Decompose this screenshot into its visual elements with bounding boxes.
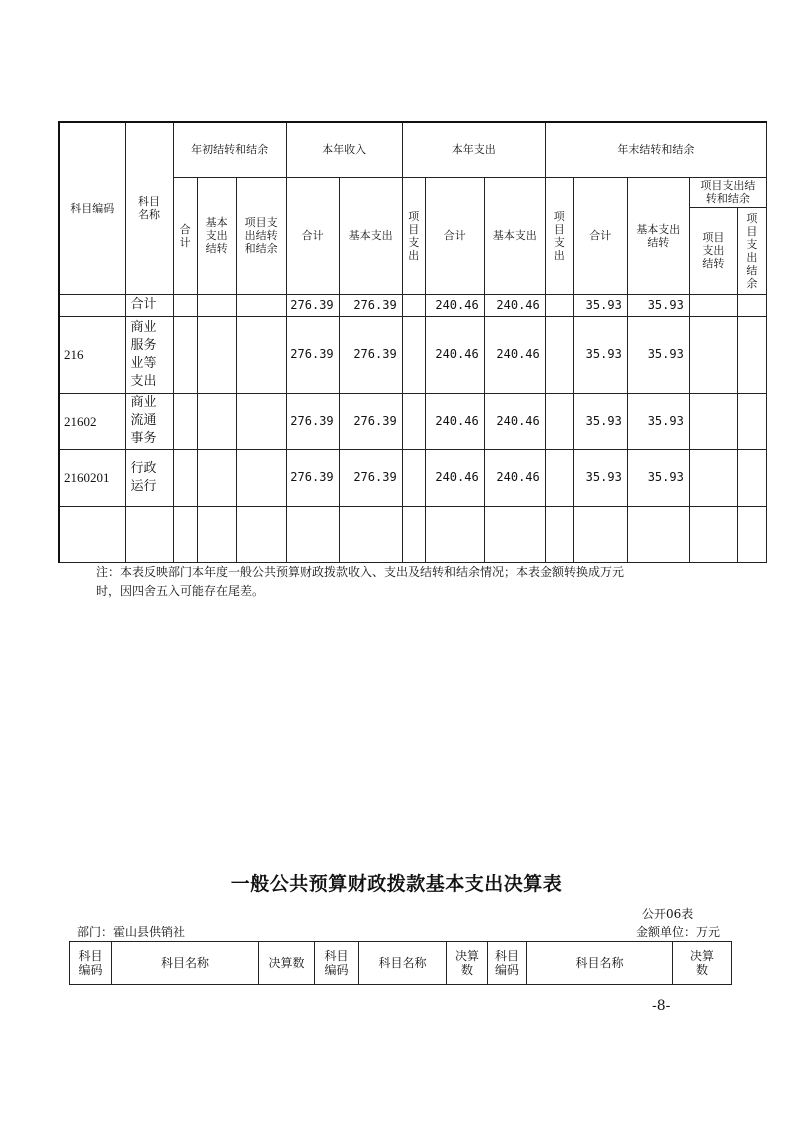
income-basic: 276.39 — [339, 316, 402, 393]
carryover-table — [58, 121, 767, 563]
end-basic: 35.93 — [627, 393, 689, 449]
header-code: 科目编码 — [59, 122, 125, 294]
header-end-total: 合计 — [573, 177, 627, 294]
expense-basic: 240.46 — [484, 316, 545, 393]
basic-expense-table — [69, 941, 732, 985]
header-begin-total: 合 计 — [173, 177, 197, 294]
expense-total: 240.46 — [425, 294, 484, 316]
income-basic: 276.39 — [339, 449, 402, 506]
row-name: 合计 — [125, 294, 173, 316]
header-end-basic: 基本支出 结转 — [627, 177, 689, 294]
note-line-1: 注：本表反映部门本年度一般公共预算财政拨款收入、支出及结转和结余情况；本表金额转换成万元 — [96, 565, 625, 579]
header-income-basic: 基本支出 — [339, 177, 402, 294]
row-code — [59, 294, 125, 316]
end-total: 35.93 — [573, 294, 627, 316]
header-expense-total: 合计 — [425, 177, 484, 294]
table-header-row — [70, 942, 732, 985]
income-total: 276.39 — [286, 294, 339, 316]
header-begin-basic: 基本 支出 结转 — [197, 177, 236, 294]
header-code: 科目 编码 — [70, 942, 112, 985]
header-name: 科目 名称 — [125, 122, 173, 294]
department-label: 部门：霍山县供销社 — [77, 925, 186, 939]
header-amount: 决算数 — [259, 942, 315, 985]
header-expense-basic: 基本支出 — [484, 177, 545, 294]
income-total: 276.39 — [286, 393, 339, 449]
table-row — [59, 316, 767, 393]
row-code: 2160201 — [59, 449, 125, 506]
end-total: 35.93 — [573, 449, 627, 506]
table-number: 公开06表 — [642, 907, 694, 921]
income-total: 276.39 — [286, 316, 339, 393]
end-total: 35.93 — [573, 316, 627, 393]
unit-label: 金额单位：万元 — [636, 925, 721, 939]
table-row — [59, 294, 767, 316]
row-name: 商业 流通 事务 — [125, 393, 173, 449]
end-basic: 35.93 — [627, 449, 689, 506]
header-amount: 决算 数 — [673, 942, 732, 985]
section-title: 一般公共预算财政拨款基本支出决算表 — [230, 873, 563, 895]
header-expense-group: 本年支出 — [402, 122, 545, 177]
header-begin-project: 项目支 出结转 和结余 — [236, 177, 286, 294]
header-name: 科目名称 — [112, 942, 259, 985]
empty-row — [59, 506, 767, 562]
expense-total: 240.46 — [425, 449, 484, 506]
income-total: 276.39 — [286, 449, 339, 506]
expense-basic: 240.46 — [484, 294, 545, 316]
header-name: 科目名称 — [527, 942, 673, 985]
expense-basic: 240.46 — [484, 393, 545, 449]
header-expense-project: 项 目 支 出 — [402, 177, 425, 294]
end-total: 35.93 — [573, 393, 627, 449]
row-code: 21602 — [59, 393, 125, 449]
header-end-proj-carry: 项目 支出 结转 — [689, 207, 737, 294]
header-name: 科目名称 — [359, 942, 447, 985]
row-code: 216 — [59, 316, 125, 393]
header-income-total: 合计 — [286, 177, 339, 294]
header-begin-group: 年初结转和结余 — [173, 122, 286, 177]
expense-total: 240.46 — [425, 316, 484, 393]
row-name: 商业 服务 业等 支出 — [125, 316, 173, 393]
income-basic: 276.39 — [339, 294, 402, 316]
header-amount: 决算 数 — [447, 942, 488, 985]
header-code: 科目 编码 — [488, 942, 527, 985]
page-number: -8- — [652, 998, 671, 1014]
note-line-2: 时，因四舍五入可能存在尾差。 — [96, 584, 265, 598]
header-end-project-group: 项目支出结 转和结余 — [689, 177, 766, 207]
table-note — [96, 563, 736, 601]
end-basic: 35.93 — [627, 294, 689, 316]
expense-total: 240.46 — [425, 393, 484, 449]
income-basic: 276.39 — [339, 393, 402, 449]
table-row — [59, 449, 767, 506]
header-end-proj-balance: 项 目 支 出 结 余 — [737, 207, 766, 294]
expense-basic: 240.46 — [484, 449, 545, 506]
table-row — [59, 393, 767, 449]
header-end-project: 项 目 支 出 — [545, 177, 573, 294]
header-income-group: 本年收入 — [286, 122, 402, 177]
row-name: 行政 运行 — [125, 449, 173, 506]
header-code: 科目 编码 — [315, 942, 359, 985]
end-basic: 35.93 — [627, 316, 689, 393]
header-end-group: 年末结转和结余 — [545, 122, 766, 177]
